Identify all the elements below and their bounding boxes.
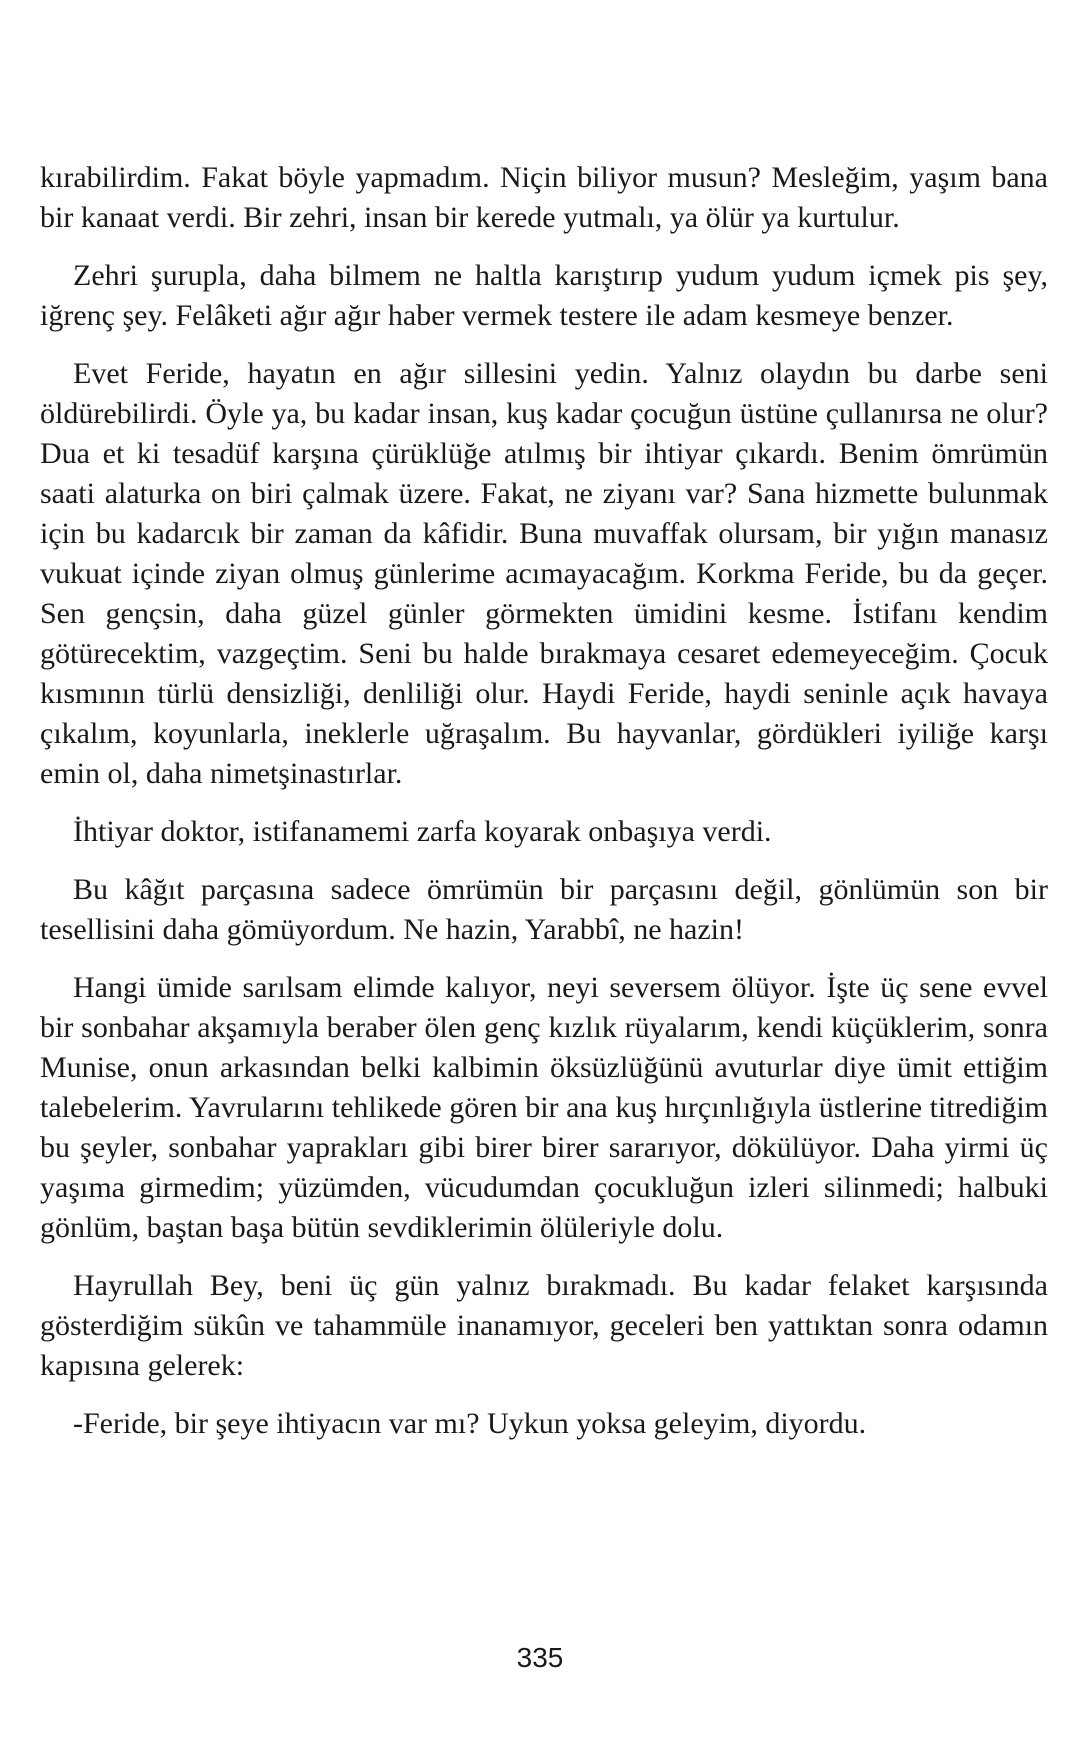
paragraph: İhtiyar doktor, istifanamemi zarfa koyarak onbaşıya verdi. xyxy=(73,815,772,848)
body-text xyxy=(40,158,1048,1462)
paragraph: Evet Feride, hayatın en ağır sillesini yedin. Yalnız olaydın bu darbe seni öldürebilirdi. Öyle ya, bu kadar insan, kuş kadar çocuğun üstüne çullanırsa ne olur? Dua et ki tesadüf karşına çürüklüğe atılmış bir ihtiyar çıkardı. Benim ömrümün saati alaturka on biri çalmak üzere. Fakat, ne ziyanı var? Sana hizmette bulunmak için bu kadarcık bir zaman da kâfidir. Buna muvaffak olursam, bir yığın manasız vukuat içinde ziyan olmuş günlerime acımayacağım. Korkma Feride, bu da geçer. Sen gençsin, daha güzel günler görmekten ümidini kesme. İstifanı kendim götürecektim, vazgeçtim. Seni bu halde bırakmaya cesaret edemeyeceğim. Çocuk kısmının türlü densizliği, denliliği olur. Haydi Feride, haydi seninle açık havaya çıkalım, koyunlarla, ineklerle uğraşalım. Bu hayvanlar, gördükleri iyiliğe karşı emin ol, daha nimetşinastırlar. xyxy=(40,357,1048,790)
paragraph-dialogue: -Feride, bir şeye ihtiyacın var mı? Uykun yoksa geleyim, diyordu. xyxy=(73,1407,867,1440)
page-number: 335 xyxy=(516,1642,564,1673)
paragraph: Hayrullah Bey, beni üç gün yalnız bırakmadı. Bu kadar felaket karşısında gösterdiğim sükûn ve tahammüle inanamıyor, geceleri ben yattıktan sonra odamın kapısına gelerek: xyxy=(40,1269,1048,1382)
paragraph-continuation: kırabilirdim. Fakat böyle yapmadım. Niçin biliyor musun? Mesleğim, yaşım bana bir kanaat verdi. Bir zehri, insan bir kerede yutmalı, ya ölür ya kurtulur. xyxy=(40,161,1048,234)
paragraph: Hangi ümide sarılsam elimde kalıyor, neyi seversem ölüyor. İşte üç sene evvel bir sonbahar akşamıyla beraber ölen genç kızlık rüyalarım, kendi küçüklerim, sonra Munise, onun arkasından belki kalbimin öksüzlüğünü avuturlar diye ümit ettiğim talebelerim. Yavrularını tehlikede gören bir ana kuş hırçınlığıyla üstlerine titrediğim bu şeyler, sonbahar yaprakları gibi birer birer sararıyor, dökülüyor. Daha yirmi üç yaşıma girmedim; yüzümden, vücudumdan çocukluğun izleri silinmedi; halbuki gönlüm, baştan başa bütün sevdiklerimin ölüleriyle dolu. xyxy=(40,971,1048,1244)
paragraph: Zehri şurupla, daha bilmem ne haltla karıştırıp yudum yudum içmek pis şey, iğrenç şey. Felâketi ağır ağır haber vermek testere ile adam kesmeye benzer. xyxy=(40,259,1048,332)
paragraph: Bu kâğıt parçasına sadece ömrümün bir parçasını değil, gönlümün son bir tesellisini daha gömüyordum. Ne hazin, Yarabbî, ne hazin! xyxy=(40,873,1048,946)
